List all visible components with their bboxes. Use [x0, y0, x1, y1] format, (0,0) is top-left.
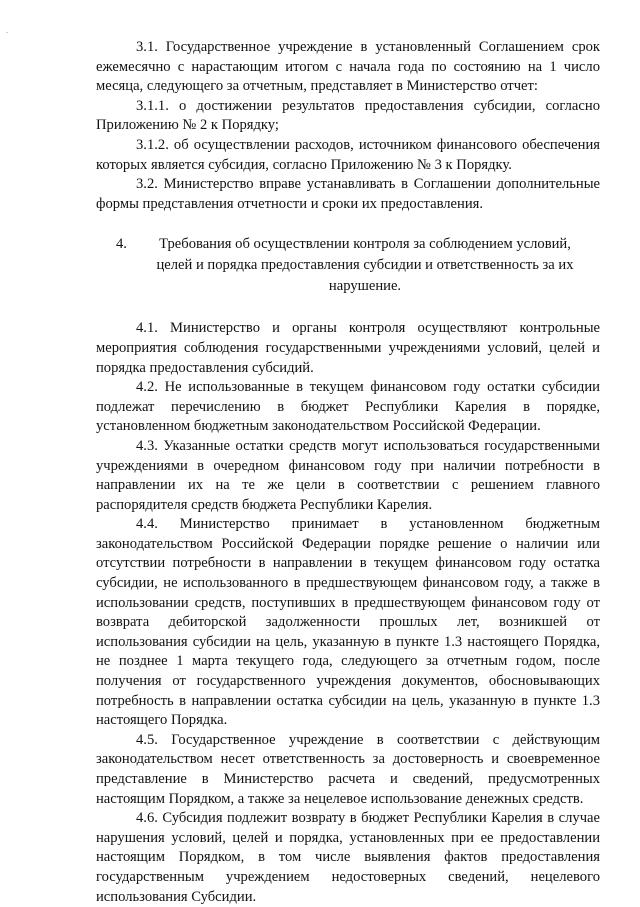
paragraph-4-6: 4.6. Субсидия подлежит возврату в бюджет Республики Карелия в случае нарушения условий, целей и порядка, установленных при ее предоставлении настоящим Порядком, в том числе выявления фактов предоставления государственным учреждением недостоверных сведений, нецелевого использования Субсидии.: [96, 810, 600, 905]
paragraph-3-1-1: 3.1.1. о достижении результатов предоставления субсидии, согласно Приложению № 2 к Порядку;: [96, 97, 600, 134]
paragraph-4-5: 4.5. Государственное учреждение в соответствии с действующим законодательством несет ответственность за достоверность и своевременное представление в Министерство расчета и сведений, предусмотренных настоящим Порядком, а также за нецелевое использование денежных средств.: [96, 731, 600, 807]
paragraph-4-4: 4.4. Министерство принимает в установленном бюджетным законодательством Российской Федерации порядке решение о наличии или отсутствии потребности в направлении в текущем финансовом году остатка субсидии, не использованного в предшествующем финансовом году, а также в использовании средств, поступивших в предшествующем финансовом году от возврата дебиторской задолженности прошлых лет, возникшей от использования субсидии на цель, указанную в пункте 1.3 настоящего Порядка, не позднее 1 марта текущего года, следующего за отчетным годом, после получения от государственного учреждения документов, обосновывающих потребность в направлении остатка субсидии на цель, указанную в пункте 1.3 настоящего Порядка.: [96, 516, 600, 729]
paragraph-3-1-2: 3.1.2. об осуществлении расходов, источником финансового обеспечения которых является субсидия, согласно Приложению № 3 к Порядку.: [96, 136, 600, 173]
paragraph-3-2: 3.2. Министерство вправе устанавливать в Соглашении дополнительные формы представления отчетности и сроки их предоставления.: [96, 176, 600, 212]
paragraph-4-1: 4.1. Министерство и органы контроля осуществляют контрольные мероприятия соблюдения государственными учреждениями условий, целей и порядка предоставления субсидий.: [96, 320, 600, 376]
section-title: Требования об осуществлении контроля за соблюдением условий, целей и порядка предоставления субсидии и ответственность за их нарушение.: [156, 236, 574, 295]
paragraph-4-3: 4.3. Указанные остатки средств могут использоваться государственными учреждениями в очередном финансовом году при наличии потребности в направлении их на те же цели в соответствии с решением главного распорядителя средств бюджета Республики Карелия.: [96, 437, 600, 513]
section-4-heading: [96, 234, 600, 297]
paragraph-4-2: 4.2. Не использованные в текущем финансовом году остатки субсидии подлежат перечислению в бюджет Республики Карелия в порядке, установленном бюджетным законодательством Российской Федерации.: [96, 379, 600, 435]
section-number: 4.: [116, 236, 127, 253]
paragraph-3-1: 3.1. Государственное учреждение в установленный Соглашением срок ежемесячно с нарастающим итогом с начала года по состоянию на 1 число месяца, следующего за отчетным, представляет в Министерство отчет:: [96, 39, 600, 95]
document-page: [96, 38, 600, 907]
scan-speck: [6, 32, 8, 33]
